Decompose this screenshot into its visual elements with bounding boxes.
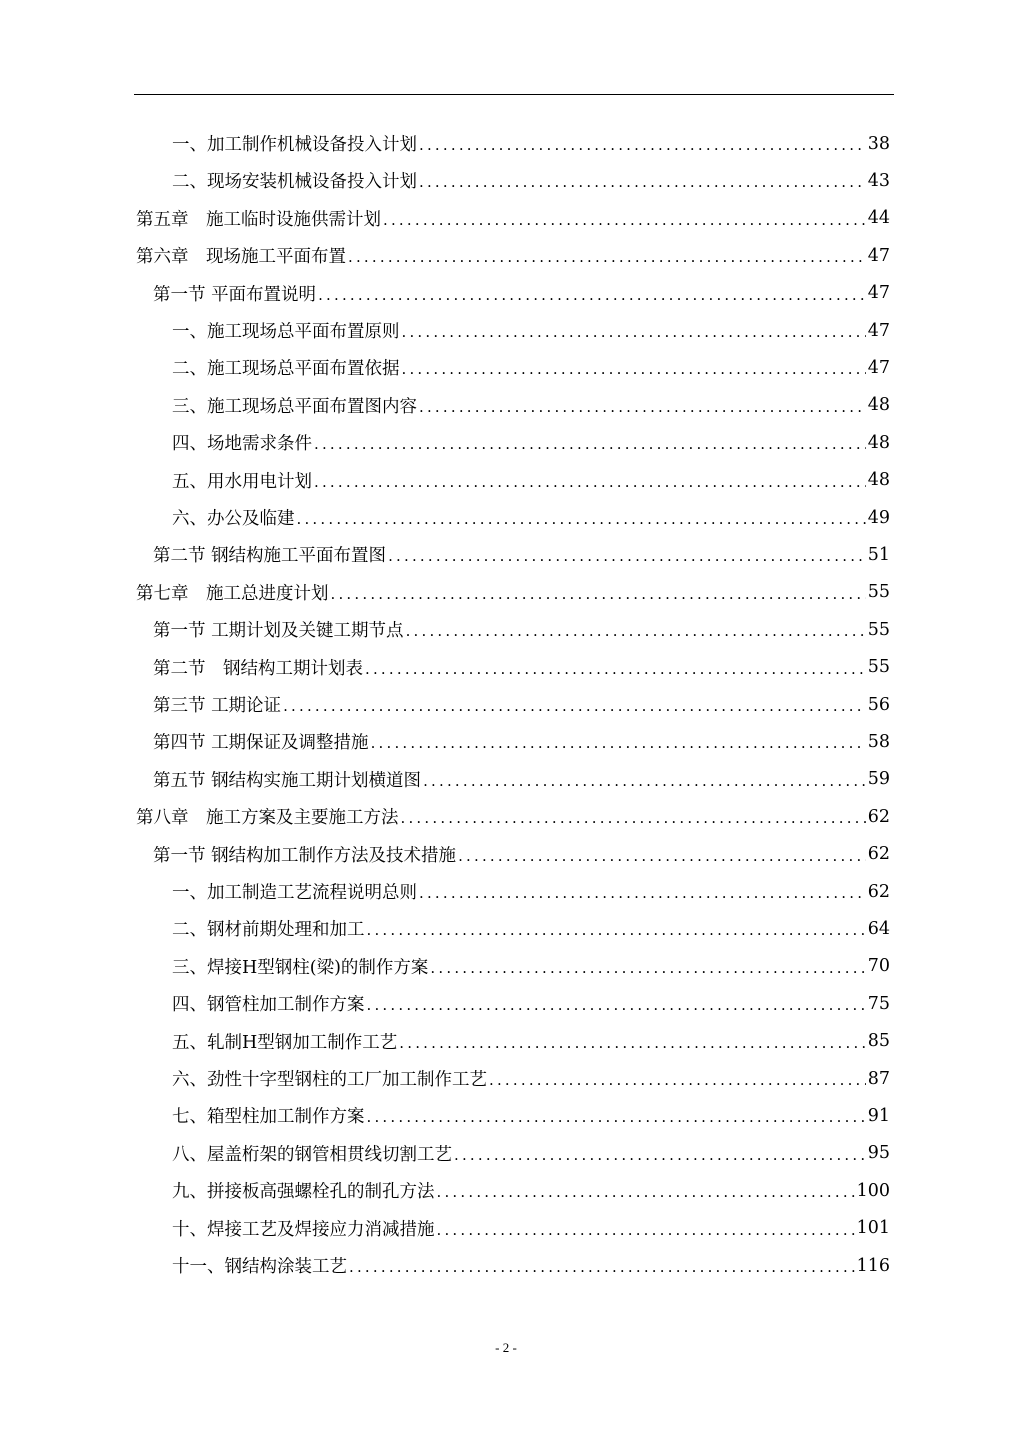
toc-entry-page: 43 [867,170,890,191]
toc-entry-page: 47 [867,283,890,304]
toc-entry[interactable] [153,536,890,573]
toc-entry[interactable] [172,910,890,947]
toc-entry-page: 64 [867,918,890,939]
toc-entry-page: 47 [867,320,890,341]
page-number: - 2 - [495,1340,517,1355]
toc-dot-leader [314,473,866,491]
toc-entry-page: 62 [867,806,890,827]
toc-entry-label: 第五章 施工临时设施供需计划 [136,209,381,230]
toc-entry[interactable] [172,1210,890,1247]
toc-entry-page: 48 [867,395,890,416]
toc-entry[interactable] [172,1135,890,1172]
toc-entry-page: 62 [867,844,890,865]
toc-entry-page: 100 [856,1180,890,1201]
toc-entry-label: 五、轧制H型钢加工制作工艺 [172,1032,398,1053]
toc-dot-leader [423,772,866,790]
toc-dot-leader [454,1146,866,1164]
toc-entry-label: 二、钢材前期处理和加工 [172,920,365,941]
toc-dot-leader [399,1034,865,1052]
toc-dot-leader [458,847,866,865]
toc-entry-page: 85 [867,1031,890,1052]
toc-entry-label: 第八章 施工方案及主要施工方法 [136,808,399,829]
toc-entry-label: 第三节 工期论证 [153,696,282,716]
toc-entry-page: 47 [867,245,890,266]
toc-entry[interactable] [172,462,890,499]
toc-entry-page: 48 [867,432,890,453]
toc-entry-label: 九、拼接板高强螺栓孔的制孔方法 [172,1182,435,1203]
toc-entry[interactable] [172,499,890,536]
toc-entry[interactable] [172,312,890,349]
toc-dot-leader [419,136,866,154]
toc-entry-page: 59 [867,769,890,790]
toc-entry-page: 87 [867,1068,890,1089]
toc-dot-leader [365,660,866,678]
toc-entry-label: 第一节 工期计划及关键工期节点 [153,621,404,642]
toc-entry-page: 49 [867,507,890,528]
toc-dot-leader [367,1108,866,1126]
toc-entry-page: 55 [867,619,890,640]
toc-entry-page: 62 [867,881,890,902]
toc-entry-page: 47 [867,357,890,378]
toc-dot-leader [430,959,865,977]
toc-entry-label: 六、办公及临建 [172,509,295,529]
toc-entry[interactable] [172,349,890,386]
toc-entry-label: 五、用水用电计划 [172,471,312,492]
toc-entry-page: 44 [867,208,890,229]
toc-entry-label: 第一节 钢结构加工制作方法及技术措施 [153,845,457,866]
toc-entry[interactable] [172,387,890,424]
toc-entry-label: 第二节 钢结构施工平面布置图 [153,546,387,567]
toc-entry-label: 一、加工制造工艺流程说明总则 [172,883,417,903]
toc-entry[interactable] [172,162,890,199]
toc-entry[interactable] [136,574,890,611]
toc-entry[interactable] [172,1060,890,1097]
toc-entry-page: 70 [867,956,890,977]
toc-dot-leader [402,360,866,378]
toc-entry-label: 一、施工现场总平面布置原则 [172,322,400,342]
toc-entry-label: 十一、钢结构涂装工艺 [172,1257,347,1277]
toc-entry[interactable] [136,798,890,835]
toc-entry-label: 第五节 钢结构实施工期计划横道图 [153,770,422,791]
toc-entry-page: 58 [867,731,890,752]
toc-entry[interactable] [153,836,890,873]
toc-entry-page: 56 [867,694,890,715]
toc-entry-label: 第一节 平面布置说明 [153,284,317,305]
toc-dot-leader [331,585,866,603]
toc-entry[interactable] [153,275,890,312]
toc-dot-leader [489,1071,866,1089]
toc-entry-label: 二、施工现场总平面布置依据 [172,359,400,380]
toc-entry-label: 第六章 现场施工平面布置 [136,247,346,268]
toc-entry[interactable] [153,723,890,760]
toc-entry-page: 55 [867,582,890,603]
toc-entry-label: 四、钢管柱加工制作方案 [172,995,365,1016]
toc-dot-leader [348,248,866,266]
toc-entry-label: 三、施工现场总平面布置图内容 [172,396,417,417]
toc-entry[interactable] [153,611,890,648]
toc-dot-leader [367,921,866,939]
toc-dot-leader [402,323,866,341]
toc-entry-page: 48 [867,470,890,491]
toc-entry[interactable] [172,985,890,1022]
toc-dot-leader [419,884,866,902]
toc-entry-page: 116 [856,1255,890,1276]
toc-dot-leader [297,510,866,528]
toc-entry-page: 101 [856,1218,890,1239]
toc-entry[interactable] [136,200,890,237]
toc-entry-label: 第七章 施工总进度计划 [136,583,329,604]
toc-dot-leader [401,809,866,827]
header-rule [134,94,894,95]
toc-entry-label: 七、箱型柱加工制作方案 [172,1107,365,1128]
toc-dot-leader [367,996,866,1014]
toc-entry[interactable] [153,761,890,798]
toc-dot-leader [406,622,866,640]
toc-entry[interactable] [153,649,890,686]
toc-entry-label: 八、屋盖桁架的钢管相贯线切割工艺 [172,1144,452,1165]
toc-dot-leader [314,435,866,453]
toc-dot-leader [383,211,866,229]
toc-entry-label: 十、焊接工艺及焊接应力消减措施 [172,1219,435,1240]
toc-entry[interactable] [172,1097,890,1134]
toc-entry[interactable] [172,424,890,461]
toc-entry[interactable] [172,125,890,162]
toc-dot-leader [388,547,866,565]
toc-entry[interactable] [172,1172,890,1209]
toc-entry-page: 38 [867,133,890,154]
toc-entry[interactable] [172,1023,890,1060]
toc-entry-page: 75 [867,993,890,1014]
toc-entry-label: 四、场地需求条件 [172,434,312,455]
toc-entry-page: 51 [867,544,890,565]
toc-dot-leader [419,398,866,416]
toc-entry-label: 六、劲性十字型钢柱的工厂加工制作工艺 [172,1070,487,1090]
toc-entry-label: 三、焊接H型钢柱(梁)的制作方案 [172,957,429,978]
toc-dot-leader [349,1258,855,1276]
toc-dot-leader [437,1183,855,1201]
toc-entry-page: 95 [867,1143,890,1164]
toc-entry[interactable] [172,873,890,910]
toc-entry-label: 第二节 钢结构工期计划表 [153,658,363,679]
toc-entry[interactable] [153,686,890,723]
toc-dot-leader [318,286,866,304]
toc-dot-leader [283,697,866,715]
toc-dot-leader [419,173,866,191]
toc-entry[interactable] [172,948,890,985]
toc-entry[interactable] [136,237,890,274]
toc-entry-page: 55 [867,657,890,678]
toc-entry-page: 91 [867,1105,890,1126]
toc-dot-leader [371,734,866,752]
toc-entry-label: 二、现场安装机械设备投入计划 [172,172,417,193]
toc-entry-label: 一、加工制作机械设备投入计划 [172,135,417,155]
toc-entry-label: 第四节 工期保证及调整措施 [153,733,369,754]
toc-dot-leader [437,1221,855,1239]
toc-entry[interactable] [172,1247,890,1284]
